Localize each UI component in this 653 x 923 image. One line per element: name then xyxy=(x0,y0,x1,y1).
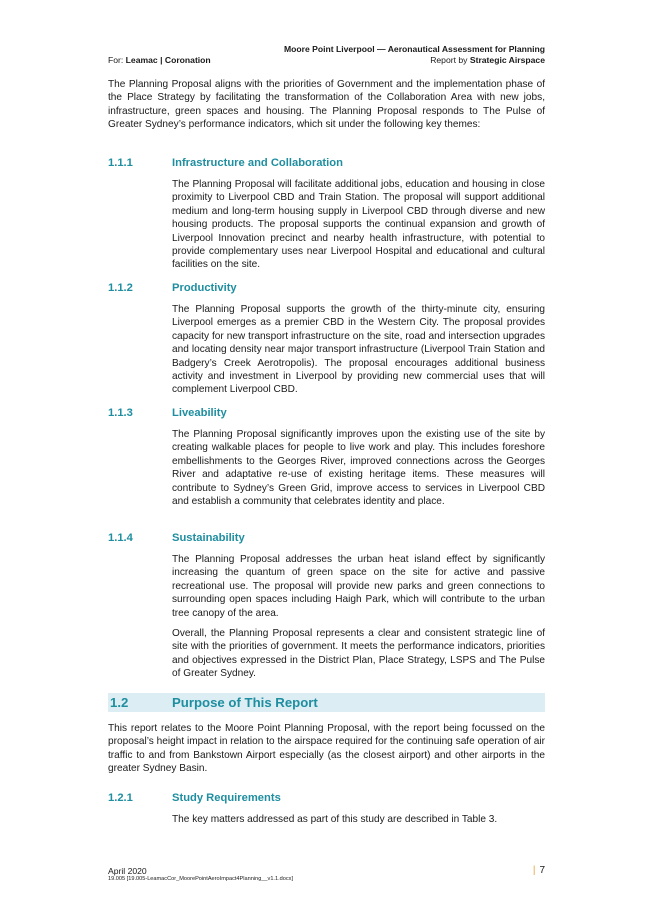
heading-number: 1.1.2 xyxy=(108,282,133,294)
report-by-label: Report by xyxy=(430,55,468,65)
paragraph: The Planning Proposal significantly improves upon the existing use of the site by creating walkable places for people to live work and play. This includes foreshore embellishments to the Georges River, improved connections across the Georges River and adaptative re-use of existing heritage items. These measures will contribute to Sydney’s Green Grid, improve access to services in Liverpool CBD and establish a community that celebrates identity and place. xyxy=(172,429,545,508)
report-title: Moore Point Liverpool — Aeronautical Assessment for Planning xyxy=(283,44,545,54)
heading-number: 1.1.1 xyxy=(108,157,133,169)
section-1-1-2-body xyxy=(172,303,545,397)
heading-title: Liveability xyxy=(172,407,227,419)
heading-number: 1.1.3 xyxy=(108,407,133,419)
paragraph: The Planning Proposal supports the growth of the thirty-minute city, ensuring Liverpool emerges as a premier CBD in the Western City. The proposal provides capacity for new transport infrastructure on the site, road and intersection upgrades and locating density near major transport infrastructure (Liverpool Train Station and Badgery’s Creek Aerotropolis). The proposal encourages additional business activity and investment in Liverpool by providing new commercial uses that will complement Liverpool CBD. xyxy=(172,304,545,396)
footer-date: April 2020 xyxy=(108,866,147,876)
section-1-1-3-body xyxy=(172,428,545,508)
for-label: For: xyxy=(108,55,124,65)
heading-number: 1.2 xyxy=(110,695,129,710)
page-footer xyxy=(108,866,545,883)
section-1-2-1-body: The key matters addressed as part of this study are described in Table 3. xyxy=(172,814,498,825)
section-1-1-4-body xyxy=(172,553,545,620)
page-bar-icon: | xyxy=(532,865,536,876)
heading-1-2 xyxy=(108,693,545,712)
section-1-1-1-body xyxy=(172,178,545,272)
client-line xyxy=(108,55,211,66)
heading-title: Sustainability xyxy=(172,532,245,544)
heading-number: 1.1.4 xyxy=(108,532,133,544)
page-number: 7 xyxy=(539,865,545,876)
author-name: Strategic Airspace xyxy=(469,55,545,65)
page-header xyxy=(108,44,545,66)
intro-paragraph: The Planning Proposal aligns with the priorities of Government and the implementation phase of the Place Strategy by facilitating the transformation of the Collaboration Area with new jobs, infrastructure, green spaces and housing. The Planning Proposal responds to The Pulse of Greater Sydney’s performance indicators, which sit under the following key themes: xyxy=(108,79,545,131)
paragraph: The Planning Proposal addresses the urban heat island effect by significantly increasing the quantum of green space on the site for active and passive recreational use. The proposal will provide new parks and green connections to surrounding open spaces including Haigh Park, which will contribute to the urban tree canopy of the area. xyxy=(172,554,545,619)
client-name: Leamac | Coronation xyxy=(125,55,211,65)
paragraph: Overall, the Planning Proposal represents a clear and consistent strategic line of site with the priorities of government. It meets the performance indicators, priorities and objectives expressed in the District Plan, Place Strategy, LSPS and The Pulse of Greater Sydney. xyxy=(172,628,545,680)
heading-number: 1.2.1 xyxy=(108,792,133,804)
paragraph: The Planning Proposal will facilitate additional jobs, education and housing in close proximity to Liverpool CBD and Train Station. The proposal will support additional medium and long-term housing supply in Liverpool CBD through diverse and new housing products. The proposal supports the continual expansion and growth of Liverpool Innovation precinct and nearby health infrastructure, with potential to provide complementary uses near Liverpool Hospital and educational and cultural facilities on the site. xyxy=(172,179,545,271)
section-1-1-4-body-2 xyxy=(172,627,545,681)
footer-filename: 19.005 [19.005-LeamacCor_MoorePointAeroImpact4Planning__v1.1.docx] xyxy=(108,876,294,882)
heading-title: Purpose of This Report xyxy=(172,695,318,710)
heading-title: Infrastructure and Collaboration xyxy=(172,157,343,169)
heading-title: Productivity xyxy=(172,282,237,294)
page-number-block xyxy=(533,865,545,876)
section-1-2-body: This report relates to the Moore Point Planning Proposal, with the report being focussed on the proposal’s height impact in relation to the airspace required for the continuing safe operation of air traffic to and from Bankstown Airport especially (as the closest airport) and other airports in the greater Sydney Basin. xyxy=(108,723,545,775)
author-line xyxy=(430,55,545,66)
heading-title: Study Requirements xyxy=(172,792,281,804)
